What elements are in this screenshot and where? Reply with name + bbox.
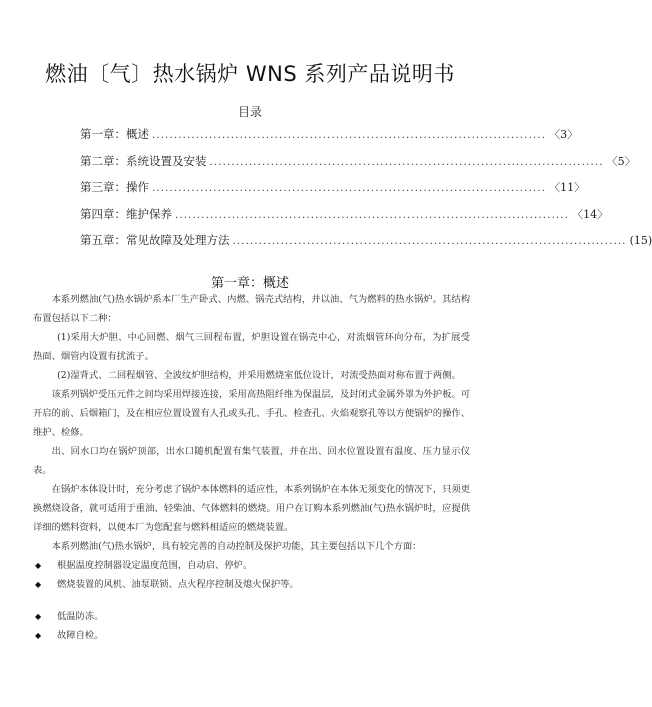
toc-entry-page: 〈11〉 [549,181,586,194]
toc-leader-dots: .......................................................................................... [232,236,627,247]
toc-entry-title: 第四章：维护保养 [80,206,172,221]
body-paragraph: 本系列燃油(气)热水锅炉，具有较完善的自动控制及保护功能，其主要包括以下几个方面： [51,541,422,552]
body-paragraph: 本系列燃油(气)热水锅炉系本厂生产卧式、内燃、锅壳式结构，并以油、气为燃料的热水锅炉。其结构布置包括以下二种： [33,294,470,324]
toc-entry[interactable] [80,232,652,259]
toc-entry[interactable] [80,153,636,180]
toc-entry-page: 〈5〉 [606,154,636,168]
body-paragraph: (2)湿背式、二回程烟管、全波纹炉胆结构，并采用燃烧室低位设计，对流受热面对称布置于两侧。 [57,370,461,381]
chapter-heading: 第一章：概述 [210,276,289,291]
toc-entry-title: 第五章：常见故障及处理方法 [80,233,230,247]
list-item-text: 根据温度控制器设定温度范围，自动启、停炉。 [57,560,253,571]
diamond-bullet-icon: ◆ [35,612,42,621]
toc-leader-dots: .......................................................................................... [152,183,547,194]
toc-entry[interactable] [80,126,579,153]
list-item [33,575,470,594]
diamond-bullet-icon: ◆ [35,631,42,640]
toc-heading: 目录 [237,105,262,119]
feature-list [33,556,470,645]
body-paragraph: 该系列锅炉受压元件之间均采用焊接连接，采用高热阻纤维为保温层，及封闭式金属外罩为外护板。可开启的前、后烟箱门，及在相应位置设置有人孔或头孔、手孔、检查孔、火焰观察孔等以方便锅炉的操作、维护、检修。 [33,389,470,438]
list-item-text: 低温防冻。 [57,611,104,622]
list-item-text: 故障自检。 [57,630,104,641]
diamond-bullet-icon: ◆ [35,561,42,570]
toc-entry-page: (15) [629,234,652,247]
document-title: 燃油〔气〕热水锅炉 WNS 系列产品说明书 [45,62,455,86]
list-item [33,556,470,575]
toc-leader-dots: .......................................................................................... [175,209,570,221]
body-paragraph: (1)采用大炉胆、中心回燃、烟气三回程布置，炉胆设置在锅壳中心，对流烟管环向分布，为扩展受热面、烟管内设置有扰流子。 [33,332,470,362]
body-paragraph: 出、回水口均在锅炉顶部，出水口随机配置有集气装置，并在出、回水位置设置有温度、压力显示仪表。 [33,446,470,476]
toc-leader-dots: .......................................................................................... [209,156,604,168]
toc-entry-title: 第一章：概述 [80,127,149,141]
toc-entry[interactable] [80,179,586,206]
table-of-contents [80,126,652,259]
list-item [33,626,470,645]
list-item [33,607,470,626]
toc-entry-title: 第二章：系统设置及安装 [80,153,207,168]
chapter-body [33,290,470,645]
toc-entry-page: 〈3〉 [549,128,579,141]
toc-leader-dots: .......................................................................................... [152,130,547,141]
toc-entry-title: 第三章：操作 [80,180,149,194]
toc-entry-page: 〈14〉 [572,207,609,221]
diamond-bullet-icon: ◆ [35,580,42,589]
list-item-text: 燃烧装置的风机、油泵联锁、点火程序控制及熄火保护等。 [57,579,299,590]
body-paragraph: 在锅炉本体设计时，充分考虑了锅炉本体燃料的适应性，本系列锅炉在本体无须变化的情况下，只须更换燃烧设备，就可适用于重油、轻柴油、气体燃料的燃烧。用户在订购本系列燃油(气)热水锅炉时，应提供详细的燃料资料，以便本厂为您配套与燃料相适应的燃烧装置。 [33,484,470,533]
toc-entry[interactable] [80,206,609,233]
